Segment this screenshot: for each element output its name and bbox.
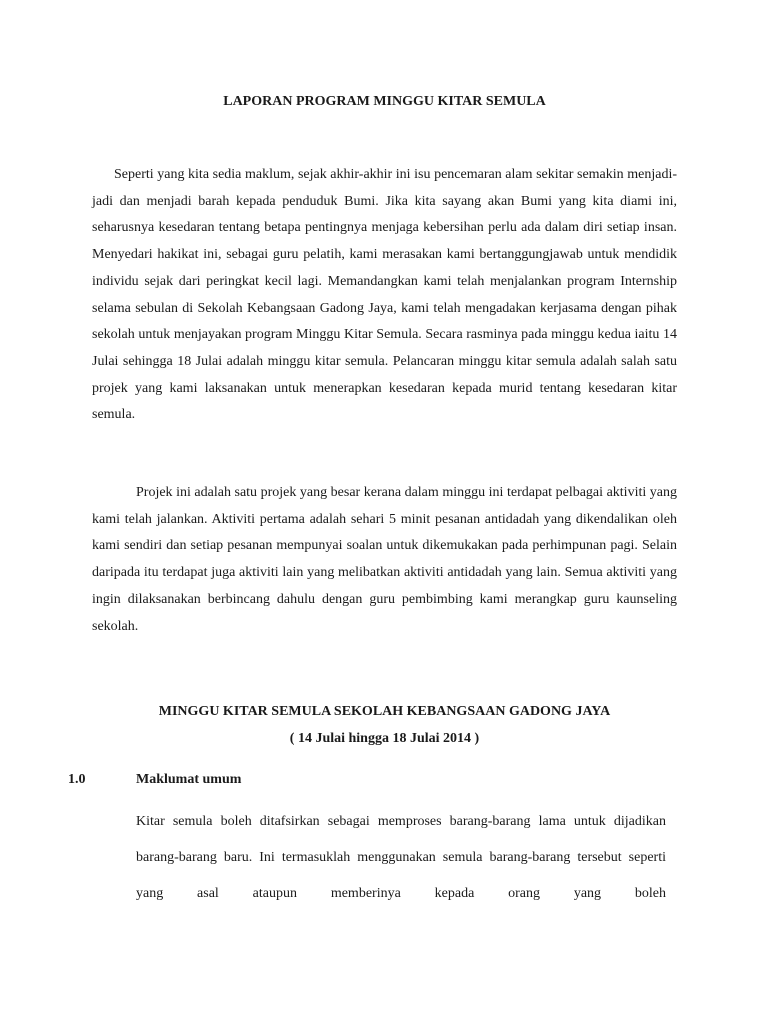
section-dates: ( 14 Julai hingga 18 Julai 2014 ) xyxy=(289,731,480,746)
section-heading: Maklumat umum xyxy=(136,772,242,787)
section-number: 1.0 xyxy=(68,772,86,787)
section-title: MINGGU KITAR SEMULA SEKOLAH KEBANGSAAN GADONG JAYA xyxy=(158,704,611,719)
section-paragraph: Kitar semula boleh ditafsirkan sebagai memproses barang-barang lama untuk dijadikan barang-barang baru. Ini termasuklah menggunakan semula barang-barang tersebut seperti yang asal ataupun memberinya kepada orang yang boleh xyxy=(136,814,666,901)
project-paragraph: Projek ini adalah satu projek yang besar kerana dalam minggu ini terdapat pelbagai aktiviti yang kami telah jalankan. Aktiviti pertama adalah sehari 5 minit pesanan antidadah yang dikendalikan oleh kami sendiri dan setiap pesanan mempunyai soalan untuk dikemukakan pada perhimpunan pagi. Selain daripada itu terdapat juga aktiviti lain yang melibatkan aktiviti antidadah yang lain. Semua aktiviti yang ingin dilaksanakan berbincang dahulu dengan guru pembimbing kami merangkap guru kaunseling sekolah. xyxy=(92,485,677,634)
intro-paragraph: Seperti yang kita sedia maklum, sejak akhir-akhir ini isu pencemaran alam sekitar semakin menjadi-jadi dan menjadi barah kepada penduduk Bumi. Jika kita sayang akan Bumi yang kita diami ini, seharusnya kesedaran tentang betapa pentingnya menjaga kebersihan perlu ada dalam diri setiap insan. Menyedari hakikat ini, sebagai guru pelatih, kami merasakan kami bertanggungjawab untuk mendidik individu sejak dari peringkat kecil lagi. Memandangkan kami telah menjalankan program Internship selama sebulan di Sekolah Kebangsaan Gadong Jaya, kami telah mengadakan kerjasama dengan pihak sekolah untuk menjayakan program Minggu Kitar Semula. Secara rasminya pada minggu kedua iaitu 14 Julai sehingga 18 Julai adalah minggu kitar semula. Pelancaran minggu kitar semula adalah salah satu projek yang kami laksanakan untuk menerapkan kesedaran kepada murid tentang kesedaran kitar semula. xyxy=(92,167,677,423)
document-title: LAPORAN PROGRAM MINGGU KITAR SEMULA xyxy=(223,94,546,109)
